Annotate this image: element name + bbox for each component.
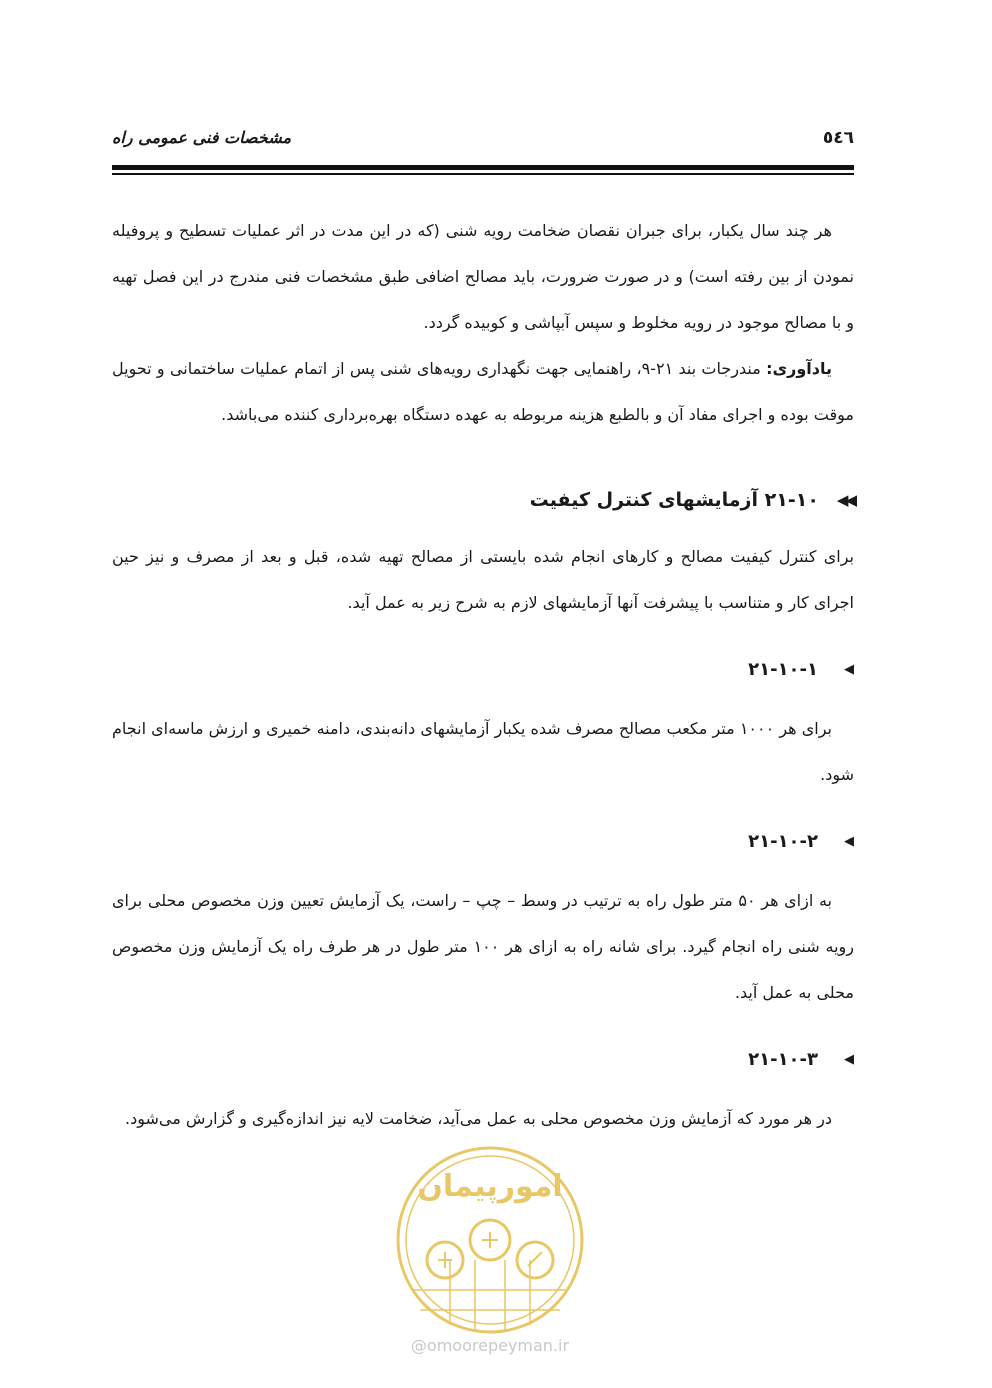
reminder-label: یادآوری:	[766, 359, 832, 378]
page-header	[112, 128, 854, 158]
subsection-text-1: برای هر ۱۰۰۰ متر مکعب مصالح مصرف شده یکبار آزمایشهای دانه‌بندی، دامنه خمیری و ارزش ماسه‌ای انجام شود.	[112, 719, 854, 784]
subsection-heading-2	[112, 824, 854, 860]
double-arrow-icon: ◀◀	[836, 491, 854, 509]
body-content	[112, 208, 854, 1142]
paragraph-reminder	[112, 346, 854, 438]
subsection-number: ۲۱-۱۰-۳	[748, 1049, 818, 1070]
section-number: ۲۱-۱۰	[764, 489, 819, 511]
header-rule-thick	[112, 165, 854, 170]
subsection-number: ۲۱-۱۰-۱	[748, 659, 818, 680]
watermark-url: @omoorepeyman.ir	[410, 1336, 570, 1355]
reminder-text: مندرجات بند ۲۱-۹، راهنمایی جهت نگهداری رویه‌های شنی پس از اتمام عملیات ساختمانی و تحویل موقت بوده و اجرای مفاد آن و بالطبع هزینه مربوطه به عهده دستگاه بهره‌برداری کننده می‌باشد.	[112, 359, 854, 424]
subsection-heading-1	[112, 652, 854, 688]
header-rule-thin	[112, 173, 854, 175]
arrow-icon: ◀	[844, 662, 854, 677]
subsection-heading-3	[112, 1042, 854, 1078]
section-intro: برای کنترل کیفیت مصالح و کارهای انجام شده بایستی از مصالح تهیه شده، قبل و بعد از مصرف و نیز حین اجرای کار و متناسب با پیشرفت آنها آزمایشهای لازم به شرح زیر به عمل آید.	[112, 547, 854, 612]
page-number: ٥٤٦	[822, 128, 854, 148]
running-title: مشخصات فنی عمومی راه	[112, 128, 292, 147]
arrow-icon: ◀	[844, 1052, 854, 1067]
watermark-logo-text: امورپیمان	[417, 1169, 563, 1204]
arrow-icon: ◀	[844, 834, 854, 849]
watermark-logo	[390, 1140, 590, 1340]
subsection-text-2: به ازای هر ۵۰ متر طول راه به ترتیب در وسط – چپ – راست، یک آزمایش تعیین وزن مخصوص محلی برای رویه شنی راه انجام گیرد. برای شانه راه به ازای هر ۱۰۰ متر طول در هر طرف راه یک آزمایش وزن مخصوص محلی به عمل آید.	[112, 891, 854, 1002]
subsection-text-3: در هر مورد که آزمایش وزن مخصوص محلی به عمل می‌آید، ضخامت لایه نیز اندازه‌گیری و گزارش می‌شود.	[124, 1109, 832, 1128]
section-heading	[112, 480, 854, 520]
section-title: آزمایشهای کنترل کیفیت	[529, 489, 759, 511]
section-heading-text	[530, 480, 819, 520]
subsection-number: ۲۱-۱۰-۲	[748, 831, 818, 852]
paragraph-resurfacing: هر چند سال یکبار، برای جبران نقصان ضخامت رویه شنی (که در این مدت در اثر عملیات تسطیح و پروفیله نمودن از بین رفته است) و در صورت ضرورت، باید مصالح اضافی طبق مشخصات فنی مندرج در این فصل تهیه و با مصالح موجود در رویه مخلوط و سپس آبپاشی و کوبیده گردد.	[112, 221, 854, 332]
